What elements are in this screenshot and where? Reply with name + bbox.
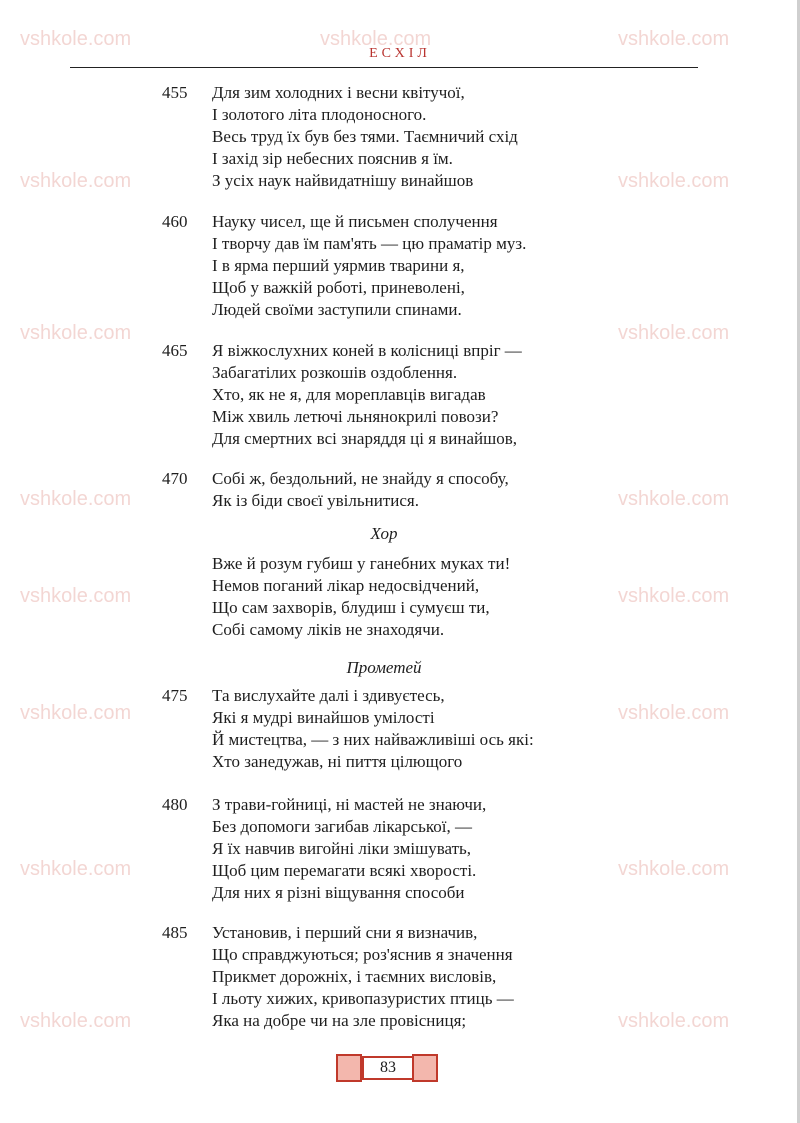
verse-line: Я віжкослухних коней в колісниці впріг — <box>212 341 522 360</box>
verse-line: Без допомоги загибав лікарської, — <box>212 817 472 836</box>
verse-line: І творчу дав їм пам'ять — цю праматір муз. <box>212 234 527 253</box>
watermark: vshkole.com <box>20 858 132 880</box>
watermark: vshkole.com <box>20 28 132 50</box>
line-number: 465 <box>162 341 188 360</box>
watermark: vshkole.com <box>618 858 730 880</box>
verse-line: Між хвиль летючі льнянокрилі повози? <box>212 407 499 426</box>
verse-line: Хто, як не я, для мореплавців вигадав <box>212 385 486 404</box>
watermark: vshkole.com <box>618 170 730 192</box>
watermark: vshkole.com <box>618 28 730 50</box>
verse-line: Хто занедужав, ні пиття цілющого <box>212 752 463 771</box>
watermark: vshkole.com <box>20 702 132 724</box>
watermark: vshkole.com <box>618 585 730 607</box>
verse-line: З трави-гойниці, ні мастей не знаючи, <box>212 795 487 814</box>
verse-line: Людей своїми заступили спинами. <box>212 300 462 319</box>
line-number: 455 <box>162 83 188 102</box>
verse-line: Я їх навчив вигойні ліки змішувать, <box>212 839 472 858</box>
speaker-name: Хор <box>370 524 398 543</box>
line-number: 485 <box>162 923 188 942</box>
watermark: vshkole.com <box>618 322 730 344</box>
watermark: vshkole.com <box>20 322 132 344</box>
verse-line: Та вислухайте далі і здивуєтесь, <box>212 686 445 705</box>
speaker-name: Прометей <box>346 658 422 677</box>
verse-line: Весь труд їх був без тями. Таємничий схід <box>212 127 518 146</box>
line-number: 475 <box>162 686 188 705</box>
verse-line: Прикмет дорожніх, і таємних висловів, <box>212 967 497 986</box>
folio-square-right <box>412 1054 438 1082</box>
verse-line: Що сам захворів, блудиш і сумуєш ти, <box>212 598 490 617</box>
speaker-label <box>0 657 800 679</box>
watermark: vshkole.com <box>20 1010 132 1032</box>
line-number: 480 <box>162 795 188 814</box>
watermark: vshkole.com <box>618 702 730 724</box>
line-number: 460 <box>162 212 188 231</box>
verse-line: Науку чисел, ще й письмен сполучення <box>212 212 498 231</box>
verse-line: Собі ж, бездольний, не знайду я способу, <box>212 469 509 488</box>
verse-line: Немов поганий лікар недосвідчений, <box>212 576 480 595</box>
verse-line: І льоту хижих, кривопазуристих птиць — <box>212 989 514 1008</box>
watermark: vshkole.com <box>320 28 432 50</box>
verse-line: Й мистецтва, — з них найважливіші ось які: <box>212 730 534 749</box>
verse-line: І золотого літа плодоносного. <box>212 105 427 124</box>
verse-line: З усіх наук найвидатнішу винайшов <box>212 171 474 190</box>
watermark: vshkole.com <box>20 170 132 192</box>
verse-line: Для них я різні віщування способи <box>212 883 465 902</box>
line-number: 470 <box>162 469 188 488</box>
watermark: vshkole.com <box>618 1010 730 1032</box>
verse-line: Щоб цим перемагати всякі хворості. <box>212 861 477 880</box>
watermark: vshkole.com <box>20 488 132 510</box>
watermark: vshkole.com <box>618 488 730 510</box>
running-head: ЕСХІЛ <box>369 46 431 61</box>
verse-line: Як із біди своєї увільнитися. <box>212 491 419 510</box>
header-rule <box>70 67 698 68</box>
verse-line: І захід зір небесних пояснив я їм. <box>212 149 453 168</box>
verse-line: Установив, і перший сни я визначив, <box>212 923 478 942</box>
speaker-label <box>0 523 800 545</box>
verse-line: І в ярма перший уярмив тварини я, <box>212 256 465 275</box>
verse-line: Що справджуються; роз'яснив я значення <box>212 945 513 964</box>
verse-line: Які я мудрі винайшов умілості <box>212 708 435 727</box>
verse-line: Для зим холодних і весни квітучої, <box>212 83 465 102</box>
folio-square-left <box>336 1054 362 1082</box>
page-number-box <box>336 1054 436 1082</box>
verse-line: Собі самому ліків не знаходячи. <box>212 620 445 639</box>
watermark: vshkole.com <box>20 585 132 607</box>
verse-line: Вже й розум губиш у ганебних муках ти! <box>212 554 511 573</box>
verse-line: Забагатілих розкошів оздоблення. <box>212 363 458 382</box>
verse-line: Щоб у важкій роботі, приневолені, <box>212 278 465 297</box>
verse-line: Яка на добре чи на зле провісниця; <box>212 1011 467 1030</box>
verse-line: Для смертних всі знаряддя ці я винайшов, <box>212 429 518 448</box>
page-number: 83 <box>362 1056 414 1080</box>
